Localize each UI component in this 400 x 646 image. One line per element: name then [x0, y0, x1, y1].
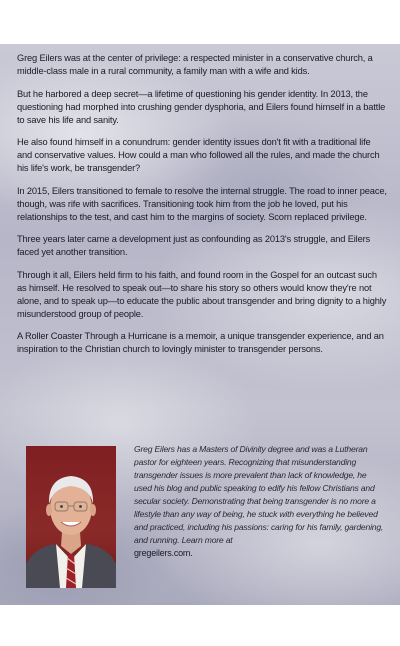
author-portrait-illustration: [26, 446, 116, 588]
author-photo: [26, 446, 116, 588]
blurb-paragraph-1: Greg Eilers was at the center of privilege: a respected minister in a conservative church, a middle-class male in a rural community, a family man with a wife and kids.: [17, 53, 373, 76]
author-website-link[interactable]: gregeilers.com.: [134, 548, 193, 558]
blurb-text: [17, 52, 387, 366]
blurb-paragraph-2: But he harbored a deep secret—a lifetime of questioning his gender identity. In 2013, the questioning had morphed into crushing gender dysphoria, and Eilers found himself in a battle to save his life and sanity.: [17, 88, 386, 125]
back-cover: [0, 44, 400, 605]
author-bio-text: Greg Eilers has a Masters of Divinity degree and was a Lutheran pastor for eighteen years. Recognizing that misunderstanding transgender issues is more prevalent than lack of knowledge, he used his blog and public speaking to edify his fellow Christians and secular society. Demonstrating that being transgender is no more a lifestyle than any way of being, he stuck with everything he believed and practiced, including his passions: caring for his family, gardening, and running. Learn more at: [134, 444, 384, 545]
blurb-paragraph-6: Through it all, Eilers held firm to his faith, and found room in the Gospel for an outcast such as himself. He resolved to speak out—to share his story so others would know they're not alone, and to speak up—to educate the public about transgender and bring dignity to a highly misunderstood group of people.: [17, 269, 387, 319]
blurb-paragraph-5: Three years later came a development just as confounding as 2013's struggle, and Eilers faced yet another transition.: [17, 234, 371, 257]
blurb-paragraph-3: He also found himself in a conundrum: gender identity issues don't fit with a traditional life and conservative values. How could a man who followed all the rules, and made the church his life's work, be transgender?: [17, 137, 380, 173]
blurb-paragraph-4: In 2015, Eilers transitioned to female to resolve the internal struggle. The road to inner peace, though, was rife with sacrifices. Transitioning took him from the job he loved, put his relationships to the test, and cast him to the margins of society. Scorn replaced privilege.: [17, 185, 387, 222]
author-bio: [134, 443, 384, 560]
blurb-paragraph-7: A Roller Coaster Through a Hurricane is a memoir, a unique transgender experience, and an inspiration to the Christian church to lovingly minister to transgender persons.: [17, 331, 384, 354]
